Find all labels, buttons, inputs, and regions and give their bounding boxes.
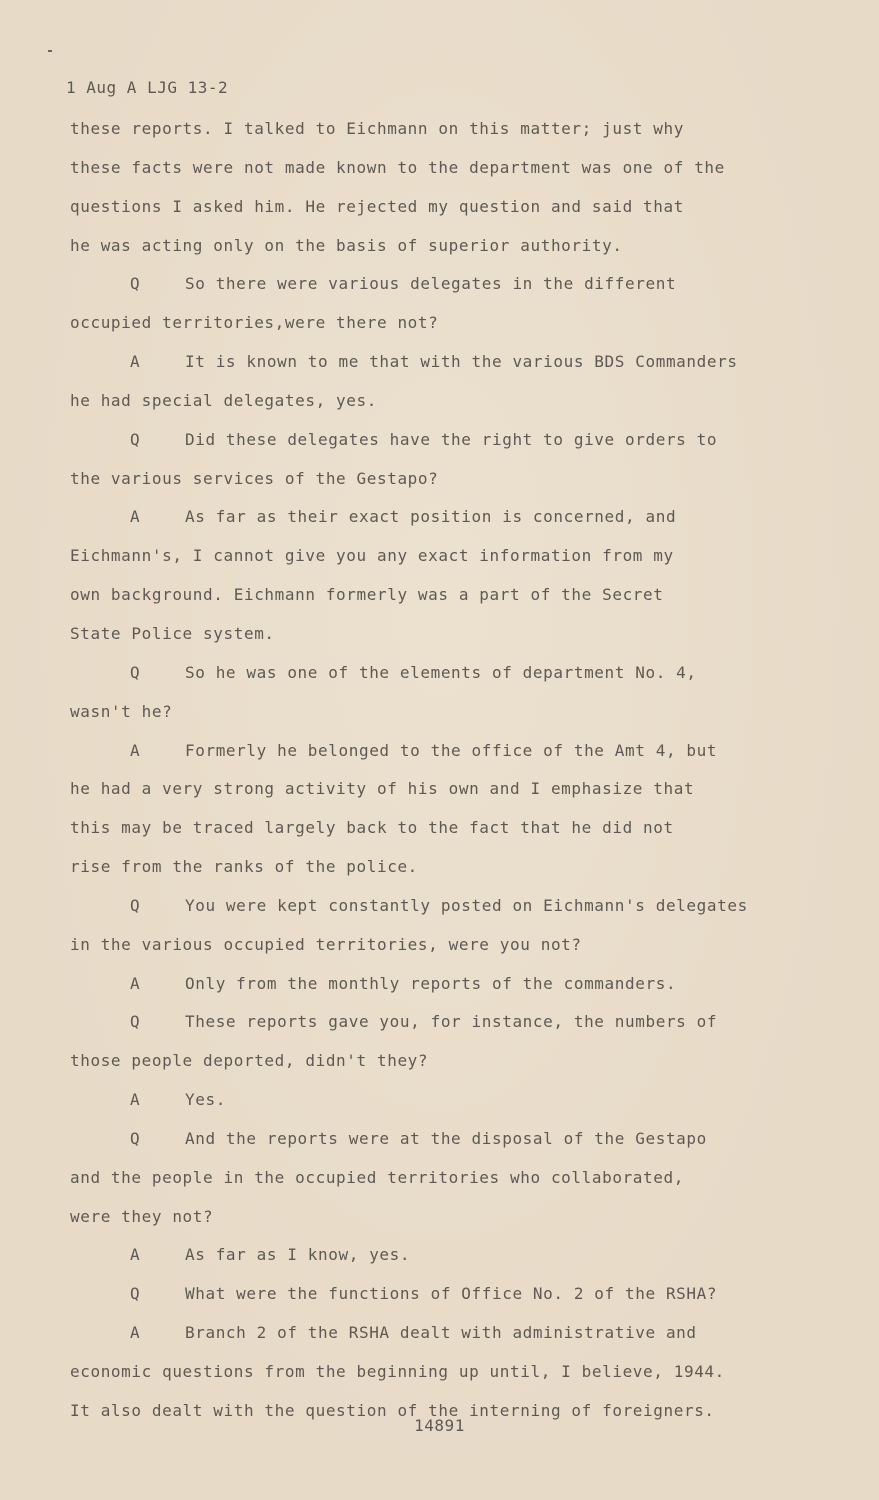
transcript-line — [70, 460, 860, 499]
transcript-line — [70, 809, 860, 848]
line-text: Yes. — [185, 1090, 226, 1110]
line-text: You were kept constantly posted on Eichmann's delegates — [185, 895, 748, 915]
question-marker: Q — [130, 429, 141, 449]
line-text: these facts were not made known to the department was one of the — [70, 157, 725, 177]
answer-marker: A — [130, 973, 141, 993]
answer-marker: A — [130, 1245, 141, 1265]
line-text: Branch 2 of the RSHA dealt with administrative and — [185, 1323, 697, 1343]
question-marker: Q — [130, 895, 141, 915]
transcript-line — [70, 343, 860, 382]
line-text: And the reports were at the disposal of the Gestapo — [185, 1128, 707, 1148]
line-text: wasn't he? — [70, 701, 173, 721]
transcript-line — [70, 1314, 860, 1353]
line-text: So there were various delegates in the different — [185, 274, 677, 294]
transcript-line — [70, 1159, 860, 1198]
line-text: It is known to me that with the various BDS Commanders — [185, 352, 738, 372]
transcript-line — [70, 110, 860, 149]
line-text: So he was one of the elements of department No. 4, — [185, 662, 697, 682]
line-text: the various services of the Gestapo? — [70, 468, 439, 488]
line-text: own background. Eichmann formerly was a part of the Secret — [70, 585, 664, 605]
line-text: Eichmann's, I cannot give you any exact information from my — [70, 546, 674, 566]
transcript-line — [70, 1120, 860, 1159]
transcript-line — [70, 188, 860, 227]
question-marker: Q — [130, 1284, 141, 1304]
transcript-line — [70, 149, 860, 188]
transcript-line — [70, 1198, 860, 1237]
page-header: 1 Aug A LJG 13-2 — [66, 78, 229, 97]
answer-marker: A — [130, 507, 141, 527]
transcript-line — [70, 848, 860, 887]
line-text: occupied territories,were there not? — [70, 313, 439, 333]
line-text: State Police system. — [70, 623, 275, 643]
line-text: this may be traced largely back to the fact that he did not — [70, 818, 674, 838]
line-text: As far as I know, yes. — [185, 1245, 411, 1265]
transcript-line — [70, 887, 860, 926]
line-text: in the various occupied territories, were you not? — [70, 934, 582, 954]
answer-marker: A — [130, 352, 141, 372]
transcript-line — [70, 1081, 860, 1120]
transcript-line — [70, 732, 860, 771]
page-number: 14891 — [414, 1416, 465, 1435]
transcript-line — [70, 654, 860, 693]
transcript-line — [70, 421, 860, 460]
question-marker: Q — [130, 274, 141, 294]
line-text: It also dealt with the question of the interning of foreigners. — [70, 1400, 715, 1420]
line-text: What were the functions of Office No. 2 of the RSHA? — [185, 1284, 718, 1304]
line-text: and the people in the occupied territories who collaborated, — [70, 1167, 684, 1187]
answer-marker: A — [130, 1323, 141, 1343]
transcript-line — [70, 1275, 860, 1314]
transcript-line — [70, 693, 860, 732]
line-text: those people deported, didn't they? — [70, 1051, 429, 1071]
transcript-line — [70, 1042, 860, 1081]
line-text: economic questions from the beginning up until, I believe, 1944. — [70, 1362, 725, 1381]
line-text: These reports gave you, for instance, the numbers of — [185, 1012, 718, 1032]
transcript-line — [70, 537, 860, 576]
transcript-line — [70, 615, 860, 654]
corner-mark — [48, 50, 52, 52]
transcript-line — [70, 1236, 860, 1275]
transcript-line — [70, 498, 860, 537]
line-text: Only from the monthly reports of the commanders. — [185, 973, 677, 993]
line-text: these reports. I talked to Eichmann on this matter; just why — [70, 119, 684, 138]
line-text: he had special delegates, yes. — [70, 390, 377, 410]
transcript-line — [70, 1353, 860, 1392]
question-marker: Q — [130, 1012, 141, 1032]
line-text: Did these delegates have the right to give orders to — [185, 429, 718, 449]
line-text: he was acting only on the basis of superior authority. — [70, 235, 623, 255]
line-text: rise from the ranks of the police. — [70, 857, 418, 877]
line-text: As far as their exact position is concerned, and — [185, 507, 677, 527]
answer-marker: A — [130, 740, 141, 760]
transcript-line — [70, 265, 860, 304]
line-text: were they not? — [70, 1206, 214, 1226]
transcript-line — [70, 965, 860, 1004]
transcript-line — [70, 926, 860, 965]
line-text: questions I asked him. He rejected my question and said that — [70, 196, 684, 216]
transcript-line — [70, 576, 860, 615]
transcript-line — [70, 382, 860, 421]
transcript-line — [70, 227, 860, 266]
answer-marker: A — [130, 1090, 141, 1110]
transcript-line — [70, 304, 860, 343]
question-marker: Q — [130, 662, 141, 682]
line-text: Formerly he belonged to the office of the Amt 4, but — [185, 740, 718, 760]
transcript-line — [70, 770, 860, 809]
transcript-body — [70, 110, 860, 1431]
question-marker: Q — [130, 1128, 141, 1148]
line-text: he had a very strong activity of his own and I emphasize that — [70, 779, 695, 799]
transcript-line — [70, 1003, 860, 1042]
